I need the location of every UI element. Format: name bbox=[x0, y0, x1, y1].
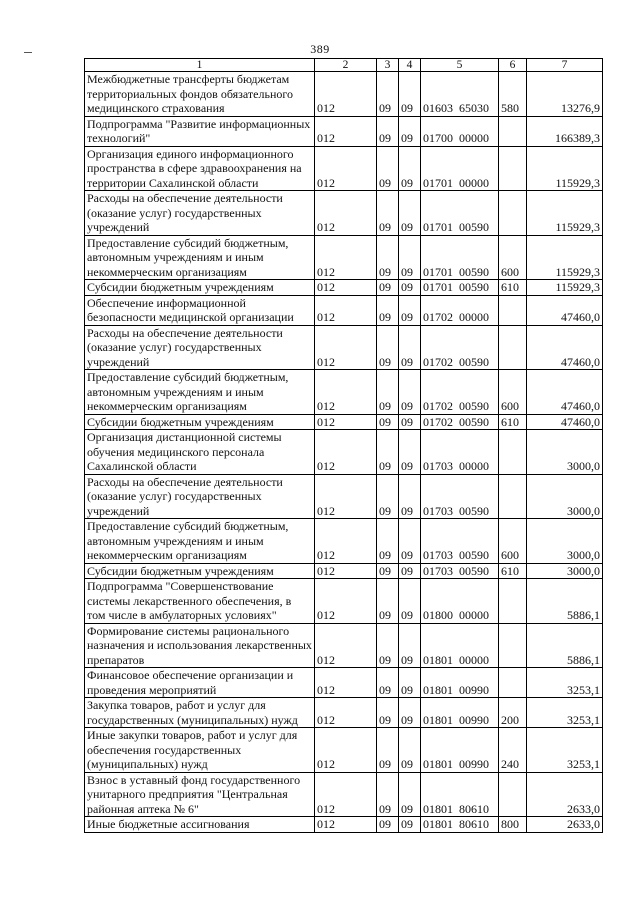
cell-subsection-code: 09 bbox=[399, 728, 421, 773]
cell-section-code: 09 bbox=[377, 295, 399, 325]
cell-amount: 3253,1 bbox=[527, 698, 603, 728]
cell-subsection-code: 09 bbox=[399, 414, 421, 430]
cell-subsection-code: 09 bbox=[399, 280, 421, 296]
cell-amount: 115929,3 bbox=[527, 191, 603, 236]
cell-item-name: Предоставление субсидий бюджетным, автономным учреждениям и иным некоммерческим организациям bbox=[85, 235, 315, 280]
table-row bbox=[85, 579, 603, 624]
cell-amount: 115929,3 bbox=[527, 280, 603, 296]
cell-subsection-code: 09 bbox=[399, 430, 421, 475]
cell-expense-type bbox=[499, 474, 527, 519]
cell-target-article: 01801 00000 bbox=[421, 623, 499, 668]
table-row bbox=[85, 474, 603, 519]
cell-item-name: Взнос в уставный фонд государственного унитарного предприятия "Центральная районная аптека № 6" bbox=[85, 772, 315, 817]
cell-expense-type: 600 bbox=[499, 235, 527, 280]
cell-section-code: 09 bbox=[377, 72, 399, 117]
cell-subsection-code: 09 bbox=[399, 325, 421, 370]
cell-amount: 13276,9 bbox=[527, 72, 603, 117]
cell-ministry-code: 012 bbox=[315, 579, 377, 624]
cell-expense-type bbox=[499, 295, 527, 325]
cell-item-name: Субсидии бюджетным учреждениям bbox=[85, 280, 315, 296]
cell-expense-type: 240 bbox=[499, 728, 527, 773]
table-row bbox=[85, 668, 603, 698]
cell-section-code: 09 bbox=[377, 817, 399, 833]
cell-ministry-code: 012 bbox=[315, 414, 377, 430]
cell-ministry-code: 012 bbox=[315, 668, 377, 698]
table-row bbox=[85, 728, 603, 773]
cell-ministry-code: 012 bbox=[315, 235, 377, 280]
cell-subsection-code: 09 bbox=[399, 191, 421, 236]
cell-expense-type bbox=[499, 146, 527, 191]
cell-target-article: 01801 00990 bbox=[421, 728, 499, 773]
table-row bbox=[85, 235, 603, 280]
column-header: 1 bbox=[85, 59, 315, 72]
cell-subsection-code: 09 bbox=[399, 519, 421, 564]
table-header-row bbox=[85, 59, 603, 72]
cell-amount: 47460,0 bbox=[527, 295, 603, 325]
column-header: 3 bbox=[377, 59, 399, 72]
cell-item-name: Обеспечение информационной безопасности медицинской организации bbox=[85, 295, 315, 325]
cell-amount: 2633,0 bbox=[527, 817, 603, 833]
table-row bbox=[85, 295, 603, 325]
cell-expense-type bbox=[499, 579, 527, 624]
cell-section-code: 09 bbox=[377, 116, 399, 146]
cell-ministry-code: 012 bbox=[315, 370, 377, 415]
cell-item-name: Расходы на обеспечение деятельности (оказание услуг) государственных учреждений bbox=[85, 191, 315, 236]
cell-target-article: 01800 00000 bbox=[421, 579, 499, 624]
cell-subsection-code: 09 bbox=[399, 698, 421, 728]
cell-expense-type: 800 bbox=[499, 817, 527, 833]
cell-expense-type bbox=[499, 325, 527, 370]
cell-ministry-code: 012 bbox=[315, 280, 377, 296]
cell-subsection-code: 09 bbox=[399, 623, 421, 668]
cell-target-article: 01801 80610 bbox=[421, 772, 499, 817]
cell-subsection-code: 09 bbox=[399, 563, 421, 579]
cell-item-name: Субсидии бюджетным учреждениям bbox=[85, 563, 315, 579]
table-row bbox=[85, 817, 603, 833]
cell-ministry-code: 012 bbox=[315, 295, 377, 325]
cell-target-article: 01703 00590 bbox=[421, 474, 499, 519]
cell-expense-type: 610 bbox=[499, 414, 527, 430]
table-row bbox=[85, 191, 603, 236]
cell-expense-type bbox=[499, 668, 527, 698]
cell-subsection-code: 09 bbox=[399, 72, 421, 117]
cell-amount: 166389,3 bbox=[527, 116, 603, 146]
cell-ministry-code: 012 bbox=[315, 325, 377, 370]
table-row bbox=[85, 370, 603, 415]
cell-ministry-code: 012 bbox=[315, 519, 377, 564]
cell-expense-type: 600 bbox=[499, 370, 527, 415]
cell-ministry-code: 012 bbox=[315, 430, 377, 475]
cell-subsection-code: 09 bbox=[399, 116, 421, 146]
cell-amount: 3000,0 bbox=[527, 430, 603, 475]
cell-expense-type bbox=[499, 430, 527, 475]
table-row bbox=[85, 414, 603, 430]
budget-table bbox=[84, 58, 603, 833]
cell-target-article: 01801 00990 bbox=[421, 698, 499, 728]
column-header: 7 bbox=[527, 59, 603, 72]
cell-target-article: 01702 00000 bbox=[421, 295, 499, 325]
cell-section-code: 09 bbox=[377, 430, 399, 475]
cell-section-code: 09 bbox=[377, 728, 399, 773]
cell-section-code: 09 bbox=[377, 370, 399, 415]
cell-expense-type bbox=[499, 191, 527, 236]
cell-ministry-code: 012 bbox=[315, 698, 377, 728]
cell-ministry-code: 012 bbox=[315, 191, 377, 236]
cell-subsection-code: 09 bbox=[399, 817, 421, 833]
column-header: 5 bbox=[421, 59, 499, 72]
cell-expense-type: 610 bbox=[499, 563, 527, 579]
table-row bbox=[85, 280, 603, 296]
cell-ministry-code: 012 bbox=[315, 474, 377, 519]
cell-amount: 47460,0 bbox=[527, 325, 603, 370]
table-row bbox=[85, 430, 603, 475]
table-row bbox=[85, 116, 603, 146]
cell-section-code: 09 bbox=[377, 235, 399, 280]
cell-target-article: 01701 00590 bbox=[421, 280, 499, 296]
cell-section-code: 09 bbox=[377, 146, 399, 191]
cell-section-code: 09 bbox=[377, 325, 399, 370]
table-row bbox=[85, 623, 603, 668]
table-row bbox=[85, 325, 603, 370]
table-row bbox=[85, 146, 603, 191]
cell-amount: 2633,0 bbox=[527, 772, 603, 817]
cell-item-name: Формирование системы рационального назначения и использования лекарственных препаратов bbox=[85, 623, 315, 668]
table-row bbox=[85, 698, 603, 728]
cell-subsection-code: 09 bbox=[399, 146, 421, 191]
cell-amount: 3253,1 bbox=[527, 728, 603, 773]
table-row bbox=[85, 72, 603, 117]
column-header: 6 bbox=[499, 59, 527, 72]
table-row bbox=[85, 563, 603, 579]
cell-target-article: 01703 00590 bbox=[421, 563, 499, 579]
cell-subsection-code: 09 bbox=[399, 579, 421, 624]
cell-expense-type: 580 bbox=[499, 72, 527, 117]
cell-expense-type bbox=[499, 772, 527, 817]
cell-subsection-code: 09 bbox=[399, 235, 421, 280]
cell-ministry-code: 012 bbox=[315, 623, 377, 668]
cell-item-name: Финансовое обеспечение организации и проведения мероприятий bbox=[85, 668, 315, 698]
cell-amount: 5886,1 bbox=[527, 579, 603, 624]
cell-expense-type: 610 bbox=[499, 280, 527, 296]
cell-target-article: 01701 00590 bbox=[421, 191, 499, 236]
cell-item-name: Субсидии бюджетным учреждениям bbox=[85, 414, 315, 430]
cell-target-article: 01700 00000 bbox=[421, 116, 499, 146]
cell-item-name: Расходы на обеспечение деятельности (оказание услуг) государственных учреждений bbox=[85, 474, 315, 519]
cell-expense-type: 200 bbox=[499, 698, 527, 728]
column-header: 4 bbox=[399, 59, 421, 72]
cell-item-name: Иные бюджетные ассигнования bbox=[85, 817, 315, 833]
cell-item-name: Закупка товаров, работ и услуг для государственных (муниципальных) нужд bbox=[85, 698, 315, 728]
table-row bbox=[85, 519, 603, 564]
cell-section-code: 09 bbox=[377, 414, 399, 430]
cell-section-code: 09 bbox=[377, 563, 399, 579]
cell-amount: 3000,0 bbox=[527, 563, 603, 579]
cell-target-article: 01702 00590 bbox=[421, 370, 499, 415]
cell-amount: 3253,1 bbox=[527, 668, 603, 698]
cell-ministry-code: 012 bbox=[315, 817, 377, 833]
cell-amount: 115929,3 bbox=[527, 235, 603, 280]
cell-ministry-code: 012 bbox=[315, 146, 377, 191]
cell-target-article: 01801 00990 bbox=[421, 668, 499, 698]
cell-target-article: 01603 65030 bbox=[421, 72, 499, 117]
cell-target-article: 01702 00590 bbox=[421, 414, 499, 430]
cell-subsection-code: 09 bbox=[399, 668, 421, 698]
column-header: 2 bbox=[315, 59, 377, 72]
cell-section-code: 09 bbox=[377, 698, 399, 728]
cell-ministry-code: 012 bbox=[315, 728, 377, 773]
cell-target-article: 01801 80610 bbox=[421, 817, 499, 833]
cell-section-code: 09 bbox=[377, 280, 399, 296]
cell-item-name: Подпрограмма "Совершенствование системы лекарственного обеспечения, в том числе в амбулаторных условиях" bbox=[85, 579, 315, 624]
cell-item-name: Организация дистанционной системы обучения медицинского персонала Сахалинской области bbox=[85, 430, 315, 475]
cell-target-article: 01703 00000 bbox=[421, 430, 499, 475]
cell-amount: 5886,1 bbox=[527, 623, 603, 668]
cell-section-code: 09 bbox=[377, 191, 399, 236]
cell-item-name: Межбюджетные трансферты бюджетам территориальных фондов обязательного медицинского страхования bbox=[85, 72, 315, 117]
cell-section-code: 09 bbox=[377, 668, 399, 698]
cell-item-name: Предоставление субсидий бюджетным, автономным учреждениям и иным некоммерческим организациям bbox=[85, 519, 315, 564]
cell-subsection-code: 09 bbox=[399, 474, 421, 519]
cell-ministry-code: 012 bbox=[315, 563, 377, 579]
cell-target-article: 01701 00590 bbox=[421, 235, 499, 280]
cell-item-name: Расходы на обеспечение деятельности (оказание услуг) государственных учреждений bbox=[85, 325, 315, 370]
cell-item-name: Организация единого информационного пространства в сфере здравоохранения на территории Сахалинской области bbox=[85, 146, 315, 191]
cell-ministry-code: 012 bbox=[315, 72, 377, 117]
cell-item-name: Предоставление субсидий бюджетным, автономным учреждениям и иным некоммерческим организациям bbox=[85, 370, 315, 415]
cell-expense-type bbox=[499, 623, 527, 668]
cell-target-article: 01703 00590 bbox=[421, 519, 499, 564]
cell-amount: 47460,0 bbox=[527, 414, 603, 430]
cell-subsection-code: 09 bbox=[399, 772, 421, 817]
table-row bbox=[85, 772, 603, 817]
cell-item-name: Иные закупки товаров, работ и услуг для обеспечения государственных (муниципальных) нужд bbox=[85, 728, 315, 773]
cell-section-code: 09 bbox=[377, 579, 399, 624]
cell-section-code: 09 bbox=[377, 772, 399, 817]
table-body bbox=[85, 72, 603, 833]
cell-expense-type bbox=[499, 116, 527, 146]
cell-amount: 115929,3 bbox=[527, 146, 603, 191]
cell-amount: 3000,0 bbox=[527, 474, 603, 519]
cell-subsection-code: 09 bbox=[399, 370, 421, 415]
cell-expense-type: 600 bbox=[499, 519, 527, 564]
cell-section-code: 09 bbox=[377, 519, 399, 564]
cell-item-name: Подпрограмма "Развитие информационных технологий" bbox=[85, 116, 315, 146]
cell-section-code: 09 bbox=[377, 623, 399, 668]
cell-amount: 3000,0 bbox=[527, 519, 603, 564]
cell-amount: 47460,0 bbox=[527, 370, 603, 415]
cell-subsection-code: 09 bbox=[399, 295, 421, 325]
page-number: 389 bbox=[310, 42, 330, 56]
cell-target-article: 01702 00590 bbox=[421, 325, 499, 370]
cell-target-article: 01701 00000 bbox=[421, 146, 499, 191]
cell-ministry-code: 012 bbox=[315, 116, 377, 146]
cell-ministry-code: 012 bbox=[315, 772, 377, 817]
cell-section-code: 09 bbox=[377, 474, 399, 519]
